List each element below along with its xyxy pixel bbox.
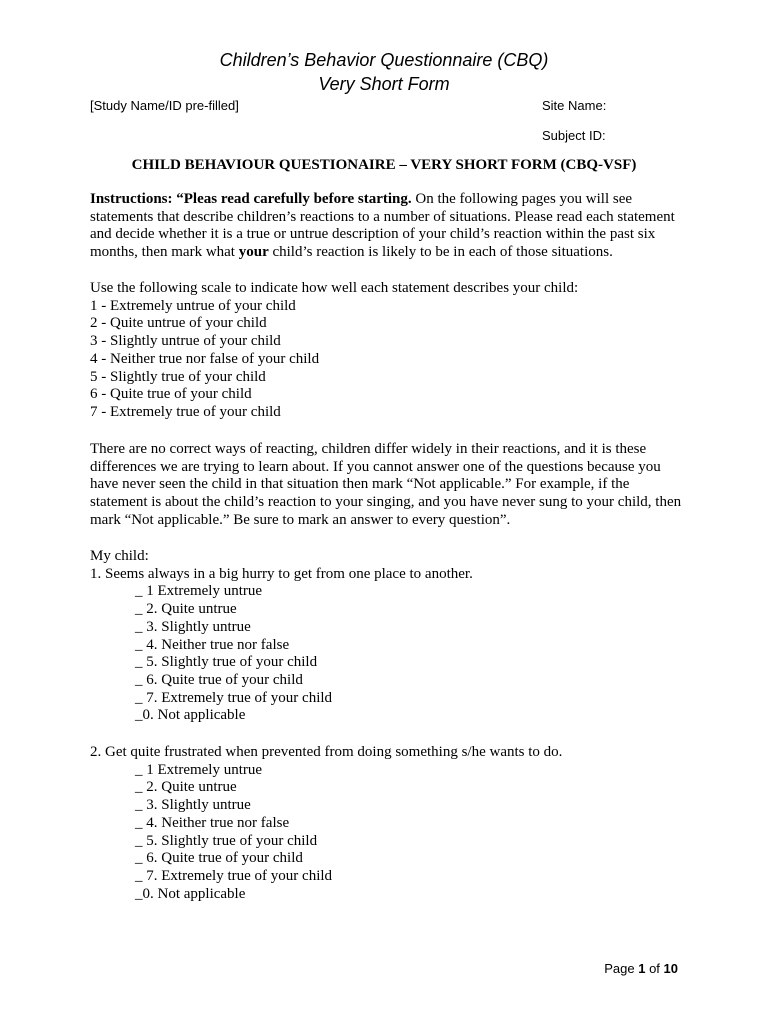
scale-section	[90, 280, 690, 422]
answer-option[interactable]: _ 4. Neither true nor false	[135, 636, 290, 653]
question-text: 1. Seems always in a big hurry to get from one place to another.	[90, 565, 473, 582]
document-title: Children’s Behavior Questionnaire (CBQ)	[219, 50, 549, 70]
scale-item: 4 - Neither true nor false of your child	[90, 350, 320, 367]
question-section	[90, 744, 690, 903]
current-page: 1	[638, 961, 646, 976]
page-number	[604, 961, 678, 977]
answer-option[interactable]: _ 6. Quite true of your child	[135, 850, 303, 867]
form-heading: CHILD BEHAVIOUR QUESTIONAIRE – VERY SHORT FORM (CBQ-VSF)	[131, 157, 637, 173]
answer-option[interactable]: _ 5. Slightly true of your child	[135, 654, 318, 671]
question-section	[90, 548, 690, 725]
scale-item: 1 - Extremely untrue of your child	[90, 297, 296, 314]
answer-option[interactable]: _ 4. Neither true nor false	[135, 814, 290, 831]
answer-option[interactable]: _ 7. Extremely true of your child	[135, 867, 333, 884]
of-word: of	[649, 961, 660, 976]
instructions-emphasis: your	[238, 244, 269, 261]
my-child-label: My child:	[90, 548, 149, 564]
scale-item: 2 - Quite untrue of your child	[90, 315, 267, 332]
answer-option[interactable]: _0. Not applicable	[135, 885, 246, 902]
answer-option[interactable]: _ 3. Slightly untrue	[135, 618, 251, 635]
instructions-paragraph	[90, 191, 690, 262]
document-subtitle: Very Short Form	[318, 74, 450, 94]
instructions-label: Instructions: “Pleas read carefully before starting.	[90, 191, 412, 207]
note-paragraph	[90, 441, 690, 530]
scale-item: 6 - Quite true of your child	[90, 386, 252, 403]
answer-option[interactable]: _ 3. Slightly untrue	[135, 797, 251, 814]
answer-option[interactable]: _ 2. Quite untrue	[135, 779, 237, 796]
answer-option[interactable]: _ 1 Extremely untrue	[135, 761, 263, 778]
answer-option[interactable]: _ 6. Quite true of your child	[135, 671, 303, 688]
study-name-field: [Study Name/ID pre-filled]	[90, 98, 239, 113]
total-pages: 10	[663, 961, 678, 976]
page-word: Page	[604, 961, 635, 976]
answer-option[interactable]: _ 5. Slightly true of your child	[135, 832, 318, 849]
note-text: There are no correct ways of reacting, children differ widely in their reactions, and it is these differences we are trying to learn about. If you cannot answer one of the questions because you have never seen the child in that situation then mark “Not applicable.” For example, if the statement is about the child’s reaction to your singing, and you have never sung to your child, then mark “Not applicable.” Be sure to mark an answer to every question”.	[90, 441, 682, 528]
answer-option[interactable]: _0. Not applicable	[135, 707, 246, 724]
scale-item: 7 - Extremely true of your child	[90, 403, 281, 420]
scale-item: 5 - Slightly true of your child	[90, 368, 266, 385]
answer-option[interactable]: _ 7. Extremely true of your child	[135, 689, 333, 706]
scale-intro: Use the following scale to indicate how well each statement describes your child:	[90, 280, 579, 296]
subject-id-label: Subject ID:	[542, 128, 606, 143]
site-name-label: Site Name:	[542, 98, 607, 113]
instructions-text: On the following pages you will see statements that describe children’s reactions to a number of situations. Please read each statement and decide whether it is a true or untrue description of your child’s reaction within the past six months, then mark what	[90, 191, 675, 261]
instructions-text-end: child’s reaction is likely to be in each of those situations.	[268, 244, 613, 261]
question-text: 2. Get quite frustrated when prevented from doing something s/he wants to do.	[90, 744, 563, 760]
scale-item: 3 - Slightly untrue of your child	[90, 333, 281, 350]
answer-option[interactable]: _ 2. Quite untrue	[135, 601, 237, 618]
answer-option[interactable]: _ 1 Extremely untrue	[135, 583, 263, 600]
